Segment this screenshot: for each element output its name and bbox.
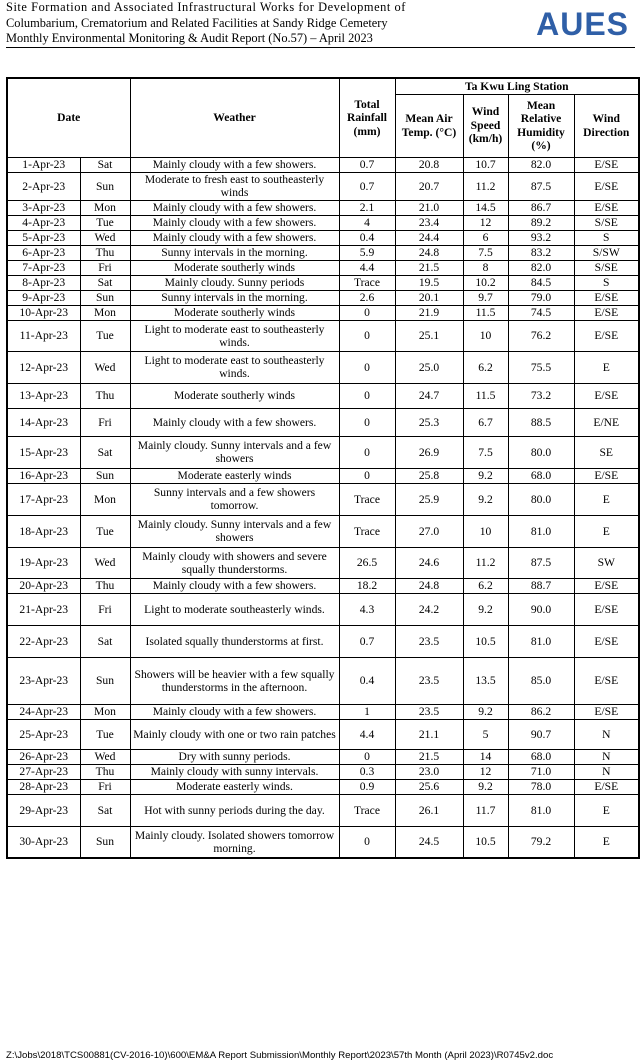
cell-wind-speed: 12: [463, 215, 508, 230]
header-line-1: Site Formation and Associated Infrastructural Works for Development of: [6, 0, 406, 14]
aues-logo: AUES: [536, 6, 629, 42]
cell-day: Fri: [80, 779, 130, 794]
cell-day: Sat: [80, 625, 130, 657]
cell-humidity: 86.7: [508, 200, 574, 215]
cell-wind-direction: E: [574, 515, 639, 547]
cell-wind-direction: E/SE: [574, 468, 639, 483]
table-row: [7, 547, 639, 578]
cell-temp: 24.5: [395, 826, 463, 858]
cell-humidity: 78.0: [508, 779, 574, 794]
table-row: [7, 578, 639, 593]
cell-weather: Moderate southerly winds: [130, 260, 339, 275]
cell-rainfall: 0: [339, 351, 395, 383]
cell-temp: 25.3: [395, 408, 463, 436]
cell-temp: 26.9: [395, 436, 463, 468]
cell-wind-direction: N: [574, 749, 639, 764]
cell-date: 27-Apr-23: [7, 764, 80, 779]
cell-humidity: 84.5: [508, 275, 574, 290]
cell-date: 16-Apr-23: [7, 468, 80, 483]
cell-wind-direction: S/SW: [574, 245, 639, 260]
cell-day: Thu: [80, 764, 130, 779]
table-row: [7, 383, 639, 408]
cell-weather: Light to moderate east to southeasterly winds.: [130, 320, 339, 351]
table-row: [7, 245, 639, 260]
cell-temp: 20.7: [395, 172, 463, 200]
cell-date: 12-Apr-23: [7, 351, 80, 383]
cell-date: 14-Apr-23: [7, 408, 80, 436]
cell-rainfall: 0: [339, 826, 395, 858]
table-row: [7, 483, 639, 515]
cell-rainfall: 26.5: [339, 547, 395, 578]
cell-day: Thu: [80, 578, 130, 593]
table-row: [7, 215, 639, 230]
header-line-3: Monthly Environmental Monitoring & Audit Report (No.57) – April 2023: [6, 31, 373, 45]
cell-day: Sun: [80, 290, 130, 305]
cell-day: Fri: [80, 260, 130, 275]
cell-wind-direction: S: [574, 230, 639, 245]
cell-humidity: 71.0: [508, 764, 574, 779]
cell-wind-speed: 11.5: [463, 383, 508, 408]
cell-date: 30-Apr-23: [7, 826, 80, 858]
cell-temp: 21.9: [395, 305, 463, 320]
cell-wind-speed: 6: [463, 230, 508, 245]
cell-rainfall: 0.3: [339, 764, 395, 779]
cell-wind-speed: 7.5: [463, 245, 508, 260]
table-row: [7, 260, 639, 275]
cell-day: Sun: [80, 172, 130, 200]
table-row: [7, 172, 639, 200]
cell-humidity: 90.7: [508, 719, 574, 749]
cell-weather: Moderate easterly winds: [130, 468, 339, 483]
cell-weather: Mainly cloudy with a few showers.: [130, 157, 339, 172]
cell-humidity: 81.0: [508, 625, 574, 657]
cell-temp: 25.0: [395, 351, 463, 383]
cell-day: Sat: [80, 275, 130, 290]
cell-wind-direction: S/SE: [574, 215, 639, 230]
cell-rainfall: 4.4: [339, 260, 395, 275]
cell-day: Mon: [80, 305, 130, 320]
cell-wind-speed: 6.7: [463, 408, 508, 436]
table-row: [7, 794, 639, 826]
cell-humidity: 79.0: [508, 290, 574, 305]
cell-date: 20-Apr-23: [7, 578, 80, 593]
cell-rainfall: 0: [339, 749, 395, 764]
table-row: [7, 779, 639, 794]
cell-wind-direction: E: [574, 826, 639, 858]
cell-wind-direction: E: [574, 794, 639, 826]
cell-temp: 23.5: [395, 657, 463, 704]
cell-day: Wed: [80, 351, 130, 383]
cell-humidity: 86.2: [508, 704, 574, 719]
cell-rainfall: 4: [339, 215, 395, 230]
cell-wind-speed: 11.7: [463, 794, 508, 826]
cell-wind-direction: E/SE: [574, 305, 639, 320]
cell-wind-speed: 10: [463, 515, 508, 547]
cell-day: Sun: [80, 468, 130, 483]
cell-wind-speed: 10.2: [463, 275, 508, 290]
cell-weather: Mainly cloudy with sunny intervals.: [130, 764, 339, 779]
cell-rainfall: 0: [339, 468, 395, 483]
cell-temp: 23.5: [395, 704, 463, 719]
cell-wind-direction: E/SE: [574, 383, 639, 408]
table-row: [7, 593, 639, 625]
cell-wind-direction: E/SE: [574, 320, 639, 351]
cell-wind-speed: 10.5: [463, 826, 508, 858]
cell-wind-speed: 6.2: [463, 578, 508, 593]
cell-humidity: 82.0: [508, 260, 574, 275]
cell-day: Tue: [80, 320, 130, 351]
table-row: [7, 200, 639, 215]
cell-rainfall: 2.1: [339, 200, 395, 215]
cell-temp: 24.8: [395, 245, 463, 260]
table-row: [7, 157, 639, 172]
cell-rainfall: 0.7: [339, 157, 395, 172]
cell-wind-direction: E/SE: [574, 200, 639, 215]
cell-date: 1-Apr-23: [7, 157, 80, 172]
cell-wind-direction: E/SE: [574, 578, 639, 593]
cell-wind-speed: 14: [463, 749, 508, 764]
table-row: [7, 230, 639, 245]
cell-rainfall: Trace: [339, 794, 395, 826]
cell-date: 11-Apr-23: [7, 320, 80, 351]
cell-date: 2-Apr-23: [7, 172, 80, 200]
header-rainfall: Total Rainfall (mm): [339, 78, 395, 157]
cell-date: 9-Apr-23: [7, 290, 80, 305]
cell-humidity: 90.0: [508, 593, 574, 625]
cell-day: Wed: [80, 749, 130, 764]
cell-temp: 24.2: [395, 593, 463, 625]
cell-temp: 20.1: [395, 290, 463, 305]
cell-rainfall: 0.9: [339, 779, 395, 794]
cell-day: Wed: [80, 230, 130, 245]
cell-temp: 27.0: [395, 515, 463, 547]
cell-humidity: 88.7: [508, 578, 574, 593]
cell-weather: Mainly cloudy. Sunny intervals and a few showers: [130, 515, 339, 547]
table-row: [7, 468, 639, 483]
cell-weather: Mainly cloudy with a few showers.: [130, 200, 339, 215]
weather-table-body: [7, 157, 639, 858]
header-temp: Mean Air Temp. (°C): [395, 94, 463, 157]
cell-date: 21-Apr-23: [7, 593, 80, 625]
cell-day: Sat: [80, 157, 130, 172]
cell-temp: 24.7: [395, 383, 463, 408]
cell-weather: Mainly cloudy with a few showers.: [130, 704, 339, 719]
cell-weather: Mainly cloudy with a few showers.: [130, 578, 339, 593]
cell-wind-speed: 10.7: [463, 157, 508, 172]
cell-weather: Moderate easterly winds.: [130, 779, 339, 794]
cell-weather: Dry with sunny periods.: [130, 749, 339, 764]
cell-day: Sat: [80, 436, 130, 468]
cell-temp: 24.8: [395, 578, 463, 593]
cell-temp: 19.5: [395, 275, 463, 290]
table-row: [7, 305, 639, 320]
cell-wind-direction: E/SE: [574, 290, 639, 305]
cell-date: 25-Apr-23: [7, 719, 80, 749]
cell-weather: Mainly cloudy with a few showers.: [130, 408, 339, 436]
table-row: [7, 719, 639, 749]
cell-wind-speed: 8: [463, 260, 508, 275]
cell-rainfall: 1: [339, 704, 395, 719]
cell-humidity: 75.5: [508, 351, 574, 383]
cell-date: 15-Apr-23: [7, 436, 80, 468]
cell-weather: Mainly cloudy with showers and severe squally thunderstorms.: [130, 547, 339, 578]
cell-wind-direction: E/SE: [574, 657, 639, 704]
cell-date: 6-Apr-23: [7, 245, 80, 260]
cell-wind-speed: 9.2: [463, 468, 508, 483]
cell-wind-speed: 5: [463, 719, 508, 749]
cell-humidity: 85.0: [508, 657, 574, 704]
cell-day: Mon: [80, 483, 130, 515]
cell-weather: Showers will be heavier with a few squally thunderstorms in the afternoon.: [130, 657, 339, 704]
cell-wind-speed: 9.2: [463, 704, 508, 719]
table-row: [7, 515, 639, 547]
cell-wind-direction: N: [574, 719, 639, 749]
cell-weather: Mainly cloudy. Sunny periods: [130, 275, 339, 290]
cell-rainfall: 18.2: [339, 578, 395, 593]
cell-humidity: 73.2: [508, 383, 574, 408]
cell-day: Sun: [80, 826, 130, 858]
cell-weather: Isolated squally thunderstorms at first.: [130, 625, 339, 657]
cell-temp: 25.6: [395, 779, 463, 794]
cell-date: 29-Apr-23: [7, 794, 80, 826]
cell-day: Sat: [80, 794, 130, 826]
cell-wind-speed: 11.5: [463, 305, 508, 320]
cell-temp: 23.4: [395, 215, 463, 230]
cell-wind-direction: N: [574, 764, 639, 779]
cell-wind-direction: S/SE: [574, 260, 639, 275]
table-row: [7, 320, 639, 351]
cell-humidity: 81.0: [508, 794, 574, 826]
cell-date: 22-Apr-23: [7, 625, 80, 657]
cell-humidity: 80.0: [508, 483, 574, 515]
cell-temp: 24.6: [395, 547, 463, 578]
cell-weather: Sunny intervals in the morning.: [130, 245, 339, 260]
cell-date: 17-Apr-23: [7, 483, 80, 515]
cell-weather: Mainly cloudy. Isolated showers tomorrow morning.: [130, 826, 339, 858]
cell-rainfall: 0.4: [339, 657, 395, 704]
cell-humidity: 74.5: [508, 305, 574, 320]
cell-date: 8-Apr-23: [7, 275, 80, 290]
cell-date: 4-Apr-23: [7, 215, 80, 230]
table-row: [7, 625, 639, 657]
cell-rainfall: 0.7: [339, 172, 395, 200]
cell-wind-speed: 11.2: [463, 172, 508, 200]
cell-wind-speed: 9.2: [463, 483, 508, 515]
cell-rainfall: 4.3: [339, 593, 395, 625]
cell-temp: 26.1: [395, 794, 463, 826]
cell-wind-speed: 9.2: [463, 779, 508, 794]
header-line-2: Columbarium, Crematorium and Related Facilities at Sandy Ridge Cemetery: [6, 15, 388, 30]
cell-day: Mon: [80, 200, 130, 215]
cell-wind-direction: S: [574, 275, 639, 290]
cell-day: Tue: [80, 719, 130, 749]
cell-day: Wed: [80, 547, 130, 578]
table-row: [7, 408, 639, 436]
table-row: [7, 657, 639, 704]
cell-day: Tue: [80, 215, 130, 230]
cell-day: Thu: [80, 383, 130, 408]
cell-humidity: 93.2: [508, 230, 574, 245]
cell-wind-speed: 11.2: [463, 547, 508, 578]
cell-date: 18-Apr-23: [7, 515, 80, 547]
cell-wind-direction: E/NE: [574, 408, 639, 436]
cell-temp: 21.5: [395, 260, 463, 275]
cell-wind-speed: 9.7: [463, 290, 508, 305]
cell-wind-speed: 6.2: [463, 351, 508, 383]
cell-wind-direction: SE: [574, 436, 639, 468]
cell-wind-speed: 10.5: [463, 625, 508, 657]
cell-date: 28-Apr-23: [7, 779, 80, 794]
cell-humidity: 82.0: [508, 157, 574, 172]
cell-weather: Sunny intervals and a few showers tomorrow.: [130, 483, 339, 515]
table-row: [7, 290, 639, 305]
cell-temp: 20.8: [395, 157, 463, 172]
cell-rainfall: Trace: [339, 515, 395, 547]
cell-temp: 21.5: [395, 749, 463, 764]
cell-rainfall: 0: [339, 320, 395, 351]
cell-temp: 24.4: [395, 230, 463, 245]
cell-temp: 25.9: [395, 483, 463, 515]
cell-humidity: 87.5: [508, 172, 574, 200]
cell-humidity: 83.2: [508, 245, 574, 260]
cell-wind-direction: E/SE: [574, 172, 639, 200]
cell-wind-speed: 12: [463, 764, 508, 779]
cell-rainfall: 5.9: [339, 245, 395, 260]
table-row: [7, 749, 639, 764]
cell-humidity: 79.2: [508, 826, 574, 858]
cell-wind-direction: E: [574, 351, 639, 383]
cell-day: Sun: [80, 657, 130, 704]
cell-date: 5-Apr-23: [7, 230, 80, 245]
header-weather: Weather: [130, 78, 339, 157]
cell-temp: 25.8: [395, 468, 463, 483]
header-wind-direction: Wind Direction: [574, 94, 639, 157]
cell-rainfall: 4.4: [339, 719, 395, 749]
cell-weather: Mainly cloudy. Sunny intervals and a few showers: [130, 436, 339, 468]
cell-wind-speed: 10: [463, 320, 508, 351]
table-row: [7, 826, 639, 858]
cell-rainfall: 0: [339, 383, 395, 408]
cell-date: 26-Apr-23: [7, 749, 80, 764]
cell-temp: 21.0: [395, 200, 463, 215]
cell-wind-direction: E/SE: [574, 779, 639, 794]
cell-day: Mon: [80, 704, 130, 719]
cell-weather: Light to moderate east to southeasterly winds.: [130, 351, 339, 383]
cell-humidity: 81.0: [508, 515, 574, 547]
cell-wind-direction: SW: [574, 547, 639, 578]
cell-weather: Sunny intervals in the morning.: [130, 290, 339, 305]
header-wind-speed: Wind Speed (km/h): [463, 94, 508, 157]
weather-table: [6, 77, 640, 859]
cell-rainfall: 0: [339, 436, 395, 468]
cell-date: 10-Apr-23: [7, 305, 80, 320]
cell-day: Tue: [80, 515, 130, 547]
cell-date: 3-Apr-23: [7, 200, 80, 215]
cell-rainfall: 2.6: [339, 290, 395, 305]
cell-wind-direction: E: [574, 483, 639, 515]
cell-wind-direction: E/SE: [574, 593, 639, 625]
cell-day: Thu: [80, 245, 130, 260]
cell-temp: 23.5: [395, 625, 463, 657]
cell-wind-direction: E/SE: [574, 704, 639, 719]
cell-wind-speed: 7.5: [463, 436, 508, 468]
report-header: [6, 0, 458, 47]
cell-temp: 21.1: [395, 719, 463, 749]
cell-date: 19-Apr-23: [7, 547, 80, 578]
cell-humidity: 88.5: [508, 408, 574, 436]
cell-day: Fri: [80, 408, 130, 436]
cell-humidity: 68.0: [508, 749, 574, 764]
cell-day: Fri: [80, 593, 130, 625]
header-date: Date: [7, 78, 130, 157]
cell-rainfall: Trace: [339, 483, 395, 515]
table-row: [7, 704, 639, 719]
cell-weather: Mainly cloudy with a few showers.: [130, 230, 339, 245]
cell-humidity: 76.2: [508, 320, 574, 351]
cell-humidity: 89.2: [508, 215, 574, 230]
cell-wind-speed: 9.2: [463, 593, 508, 625]
cell-weather: Mainly cloudy with a few showers.: [130, 215, 339, 230]
cell-weather: Light to moderate southeasterly winds.: [130, 593, 339, 625]
cell-wind-speed: 14.5: [463, 200, 508, 215]
cell-weather: Moderate to fresh east to southeasterly winds: [130, 172, 339, 200]
table-row: [7, 764, 639, 779]
cell-temp: 23.0: [395, 764, 463, 779]
table-row: [7, 436, 639, 468]
cell-date: 24-Apr-23: [7, 704, 80, 719]
header-station: Ta Kwu Ling Station: [395, 78, 639, 94]
cell-wind-speed: 13.5: [463, 657, 508, 704]
cell-weather: Moderate southerly winds: [130, 305, 339, 320]
cell-rainfall: 0: [339, 305, 395, 320]
cell-weather: Hot with sunny periods during the day.: [130, 794, 339, 826]
cell-wind-direction: E/SE: [574, 625, 639, 657]
file-path-footer: Z:\Jobs\2018\TCS00881(CV-2016-10)\600\EM&A Report Submission\Monthly Report\2023\57th Month (April 2023)\R0745v2.doc: [6, 1050, 554, 1061]
cell-date: 13-Apr-23: [7, 383, 80, 408]
header-divider: [6, 47, 635, 48]
cell-weather: Mainly cloudy with one or two rain patches: [130, 719, 339, 749]
cell-humidity: 68.0: [508, 468, 574, 483]
cell-humidity: 80.0: [508, 436, 574, 468]
cell-rainfall: Trace: [339, 275, 395, 290]
cell-date: 23-Apr-23: [7, 657, 80, 704]
table-row: [7, 275, 639, 290]
cell-rainfall: 0.7: [339, 625, 395, 657]
cell-temp: 25.1: [395, 320, 463, 351]
cell-date: 7-Apr-23: [7, 260, 80, 275]
cell-rainfall: 0.4: [339, 230, 395, 245]
cell-humidity: 87.5: [508, 547, 574, 578]
header-humidity: Mean Relative Humidity (%): [508, 94, 574, 157]
cell-wind-direction: E/SE: [574, 157, 639, 172]
table-row: [7, 351, 639, 383]
cell-weather: Moderate southerly winds: [130, 383, 339, 408]
cell-rainfall: 0: [339, 408, 395, 436]
